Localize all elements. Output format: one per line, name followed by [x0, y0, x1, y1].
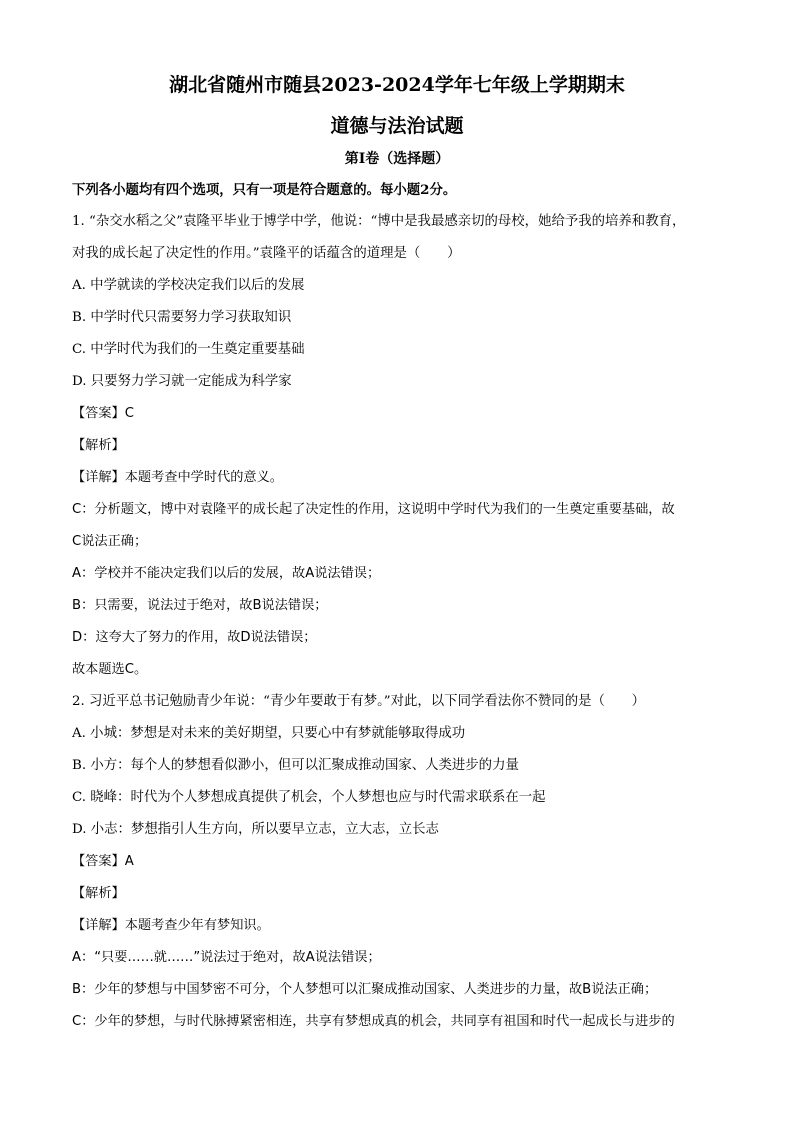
q1-option-d: D. 只要努力学习就一定能成为科学家: [72, 374, 292, 389]
q2-analysis-label: 【解析】: [72, 886, 125, 901]
question-1-stem-cont: 对我的成长起了决定性的作用。”袁隆平的话蕴含的道理是（ ）: [72, 246, 461, 261]
q2-option-d: D. 小志：梦想指引人生方向，所以要早立志，立大志，立长志: [72, 822, 439, 837]
q1-conclusion: 故本题选C。: [72, 662, 148, 677]
q2-answer: 【答案】A: [72, 854, 134, 869]
document-body: [72, 180, 732, 1044]
q1-analysis-label: 【解析】: [72, 438, 125, 453]
q1-option-a: A. 中学就读的学校决定我们以后的发展: [72, 278, 305, 293]
instructions: 下列各小题均有四个选项，只有一项是符合题意的。每小题2分。: [72, 182, 457, 198]
q1-answer: 【答案】C: [72, 406, 134, 421]
q1-explain-a: A：学校并不能决定我们以后的发展，故A说法错误；: [72, 566, 381, 581]
q1-option-b: B. 中学时代只需要努力学习获取知识: [72, 310, 292, 325]
q2-explain-c: C：少年的梦想，与时代脉搏紧密相连，共享有梦想成真的机会，共同享有祖国和时代一起成长与进步的: [72, 1014, 675, 1029]
q2-explain-a: A：“只要……就……”说法过于绝对，故A说法错误；: [72, 950, 381, 965]
document-subtitle: 道德与法治试题: [330, 115, 464, 137]
section-heading: 第Ⅰ卷（选择题）: [344, 151, 450, 167]
question-2-stem: 2. 习近平总书记勉励青少年说：“青少年要敢于有梦。”对此，以下同学看法你不赞同的是（ ）: [72, 694, 646, 709]
q2-option-c: C. 晓峰：时代为个人梦想成真提供了机会，个人梦想也应与时代需求联系在一起: [72, 790, 546, 805]
q2-option-a: A. 小城：梦想是对未来的美好期望，只要心中有梦就能够取得成功: [72, 726, 466, 741]
q2-option-b: B. 小方：每个人的梦想看似渺小，但可以汇聚成推动国家、人类进步的力量: [72, 758, 519, 773]
q1-explain-b: B：只需要，说法过于绝对，故B说法错误；: [72, 598, 328, 613]
q1-detail: 【详解】本题考查中学时代的意义。: [72, 470, 283, 485]
q2-detail: 【详解】本题考查少年有梦知识。: [72, 918, 270, 933]
q1-explain-c: C：分析题文，博中对袁隆平的成长起了决定性的作用，这说明中学时代为我们的一生奠定重要基础，故: [72, 502, 675, 517]
q1-explain-d: D：这夸大了努力的作用，故D说法错误；: [72, 630, 317, 645]
question-1-stem: 1. “杂交水稻之父”袁隆平毕业于博学中学，他说：“博中是我最感亲切的母校，她给予我的培养和教育，: [72, 214, 686, 229]
q1-explain-c-cont: C说法正确；: [72, 534, 148, 549]
q1-option-c: C. 中学时代为我们的一生奠定重要基础: [72, 342, 305, 357]
q2-explain-b: B：少年的梦想与中国梦密不可分，个人梦想可以汇聚成推动国家、人类进步的力量，故B说法正确；: [72, 982, 658, 997]
document-title: 湖北省随州市随县2023-2024学年七年级上学期期末: [169, 74, 625, 96]
